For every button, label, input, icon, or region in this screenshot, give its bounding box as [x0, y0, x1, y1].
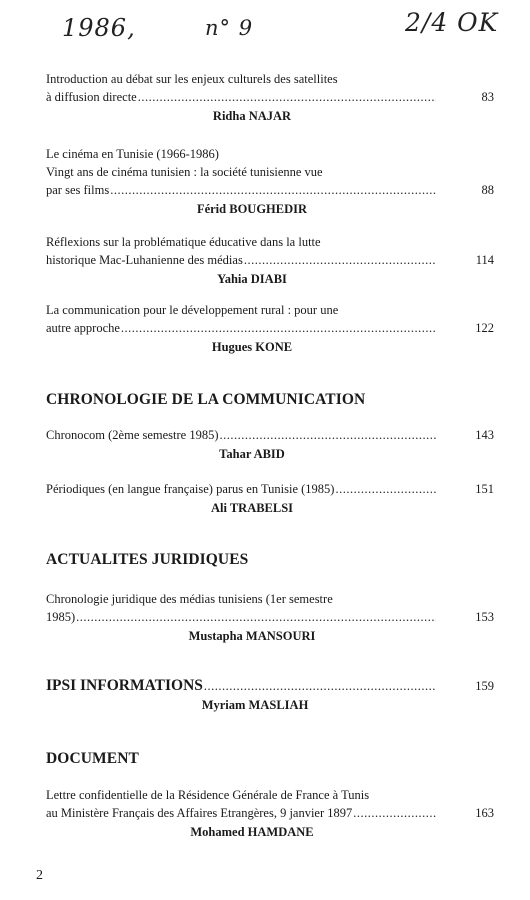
entry-page: 88 [481, 183, 494, 197]
entry-page: 163 [475, 806, 494, 820]
entry-leader-row [46, 181, 494, 199]
section-heading: DOCUMENT [46, 750, 139, 767]
entry-author: Férid BOUGHEDIR [196, 202, 308, 216]
entry-author: Ridha NAJAR [212, 109, 292, 123]
toc-entry [46, 677, 494, 714]
entry-page: 114 [475, 253, 494, 267]
entry-title-line: Chronologie juridique des médias tunisiens (1er semestre [46, 592, 333, 606]
dot-leader [138, 88, 436, 106]
handwritten-mark: 2/4 OK [405, 8, 499, 37]
dot-leader [335, 480, 436, 498]
section-heading: IPSI INFORMATIONS [46, 677, 203, 694]
dot-leader [121, 319, 436, 337]
entry-leader-row [46, 319, 494, 337]
toc-entry [46, 145, 494, 218]
page-number: 2 [36, 868, 43, 883]
entry-title-line: au Ministère Français des Affaires Etrangères, 9 janvier 1897 [46, 806, 353, 820]
handwritten-year: 1986, [62, 14, 136, 42]
entry-title-line: Introduction au débat sur les enjeux culturels des satellites [46, 72, 338, 86]
entry-author: Myriam MASLIAH [201, 698, 309, 712]
entry-author: Tahar ABID [219, 447, 285, 461]
entry-title-line: Le cinéma en Tunisie (1966-1986) [46, 147, 219, 161]
entry-author: Mohamed HAMDANE [190, 825, 314, 839]
toc-entry [46, 70, 494, 125]
toc-entry [46, 480, 494, 517]
entry-leader-row [46, 88, 494, 106]
entry-title-line: Réflexions sur la problématique éducative dans la lutte [46, 235, 321, 249]
section-heading: ACTUALITES JURIDIQUES [46, 551, 249, 568]
dot-leader [244, 251, 436, 269]
entry-title-line: Périodiques (en langue française) parus en Tunisie (1985) [46, 482, 335, 496]
dot-leader [204, 677, 436, 695]
dot-leader [76, 608, 436, 626]
toc-entry [46, 786, 494, 841]
entry-title-line: 1985) [46, 610, 76, 624]
entry-page: 143 [475, 428, 494, 442]
entry-title-line: Lettre confidentielle de la Résidence Générale de France à Tunis [46, 788, 370, 802]
dot-leader [110, 181, 436, 199]
toc-entry [46, 426, 494, 463]
entry-author: Ali TRABELSI [210, 501, 294, 515]
entry-author: Yahia DIABI [217, 272, 287, 286]
entry-title-line: historique Mac-Luhanienne des médias [46, 253, 243, 267]
toc-entry [46, 233, 494, 288]
entry-leader-row [46, 480, 494, 498]
entry-leader-row [46, 608, 494, 626]
toc-entry [46, 301, 494, 356]
entry-page: 151 [475, 482, 494, 496]
entry-page: 159 [475, 679, 494, 693]
entry-leader-row [46, 426, 494, 444]
handwritten-issue-number: n° 9 [205, 16, 254, 40]
entry-author: Hugues KONE [211, 340, 293, 354]
entry-leader-row [46, 677, 494, 695]
entry-page: 122 [475, 321, 494, 335]
entry-author: Mustapha MANSOURI [188, 629, 316, 643]
toc-entry [46, 590, 494, 645]
entry-title-line: à diffusion directe [46, 90, 137, 104]
entry-title-line: La communication pour le développement rural : pour une [46, 303, 339, 317]
entry-page: 153 [475, 610, 494, 624]
section-heading: CHRONOLOGIE DE LA COMMUNICATION [46, 391, 366, 408]
entry-title-line: Vingt ans de cinéma tunisien : la société tunisienne vue [46, 165, 323, 179]
entry-title-line: Chronocom (2ème semestre 1985) [46, 428, 219, 442]
dot-leader [353, 804, 436, 822]
entry-title-line: par ses films [46, 183, 110, 197]
entry-title-line: autre approche [46, 321, 120, 335]
entry-leader-row [46, 251, 494, 269]
entry-leader-row [46, 804, 494, 822]
dot-leader [220, 426, 436, 444]
entry-page: 83 [481, 90, 494, 104]
